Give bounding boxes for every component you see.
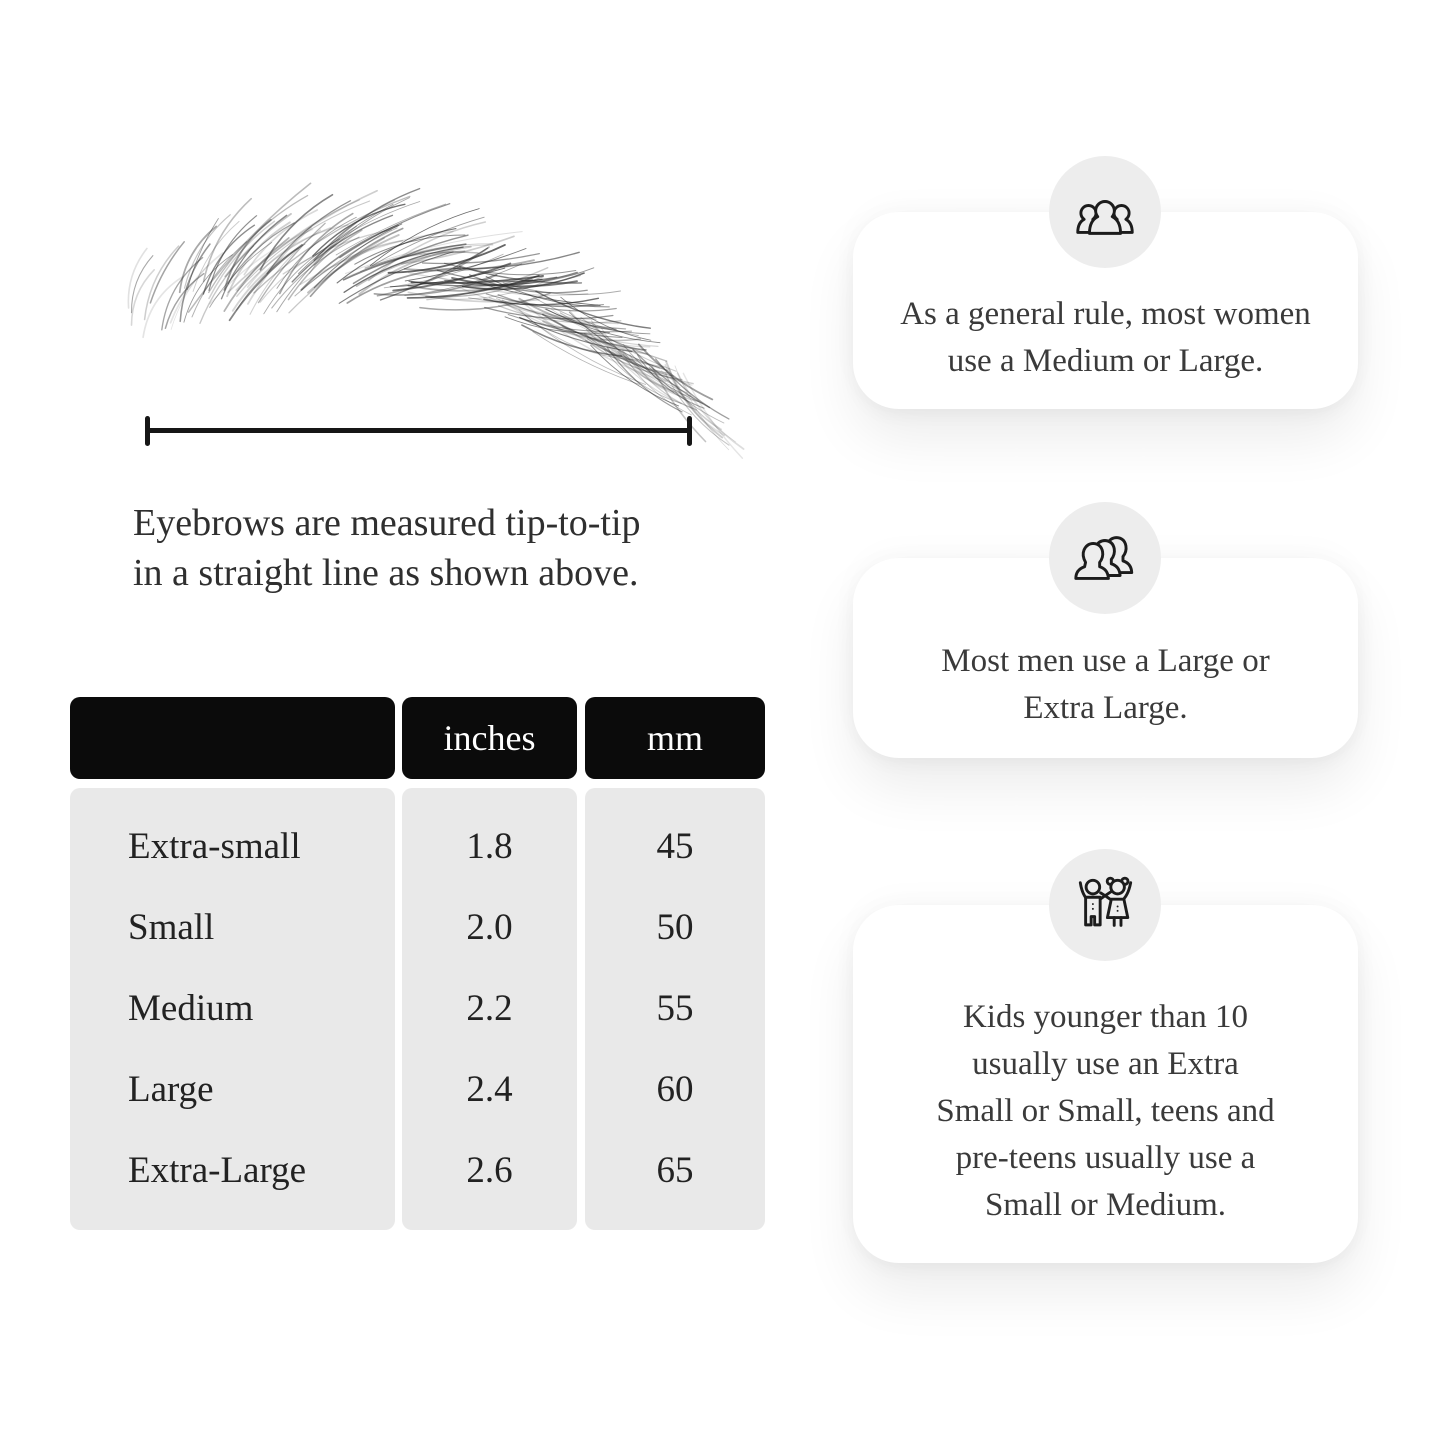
women-card-line2: use a Medium or Large. (947, 342, 1264, 379)
measurement-caption-line2: in a straight line as shown above. (133, 552, 639, 594)
men-group-icon (1070, 528, 1140, 588)
table-row-name: Small (128, 907, 215, 948)
table-cell-mm: 60 (656, 1069, 694, 1110)
eyebrow-illustration (112, 228, 697, 400)
table-column-inches (402, 788, 577, 1230)
table-cell-mm: 50 (656, 907, 694, 948)
measurement-caption-line1: Eyebrows are measured tip-to-tip (133, 502, 641, 544)
men-card-line1: Most men use a Large or (941, 643, 1270, 679)
kids-card-line3: Small or Small, teens and (936, 1092, 1275, 1129)
table-header-mm: mm (585, 697, 765, 779)
table-column-size-names (70, 788, 395, 1230)
table-cell-mm: 55 (656, 988, 694, 1029)
kids-card-line5: Small or Medium. (984, 1186, 1227, 1223)
measurement-line (145, 416, 692, 446)
table-cell-inches: 2.4 (466, 1069, 513, 1110)
table-row-name: Large (128, 1069, 214, 1110)
kids-card-line1: Kids younger than 10 (962, 998, 1249, 1035)
women-group-icon (1070, 182, 1140, 242)
women-icon-circle (1049, 156, 1161, 268)
kids-card-line2: usually use an Extra (972, 1045, 1239, 1082)
men-icon-circle (1049, 502, 1161, 614)
table-cell-mm: 45 (656, 826, 694, 867)
kids-card-text (863, 963, 1348, 1259)
men-card-line2: Extra Large. (1023, 690, 1188, 726)
table-row-name: Extra-Large (128, 1150, 307, 1191)
measurement-caption (133, 498, 733, 598)
table-header-inches: inches (402, 697, 577, 779)
table-column-mm (585, 788, 765, 1230)
kids-icon-circle (1049, 849, 1161, 961)
measurement-bar (145, 428, 692, 433)
table-cell-inches: 2.2 (466, 988, 513, 1029)
table-header-blank (70, 697, 395, 779)
table-cell-inches: 2.6 (466, 1150, 513, 1191)
measurement-right-tick (687, 416, 692, 446)
kids-card-line4: pre-teens usually use a (955, 1139, 1256, 1176)
men-card-text (863, 616, 1348, 754)
table-cell-inches: 2.0 (466, 907, 513, 948)
women-card-line1: As a general rule, most women (900, 295, 1311, 332)
table-row-name: Extra-small (128, 826, 301, 867)
table-cell-mm: 65 (656, 1150, 694, 1191)
kids-icon (1070, 874, 1140, 936)
table-cell-inches: 1.8 (466, 826, 513, 867)
table-row-name: Medium (128, 988, 254, 1029)
women-card-text (863, 270, 1348, 405)
